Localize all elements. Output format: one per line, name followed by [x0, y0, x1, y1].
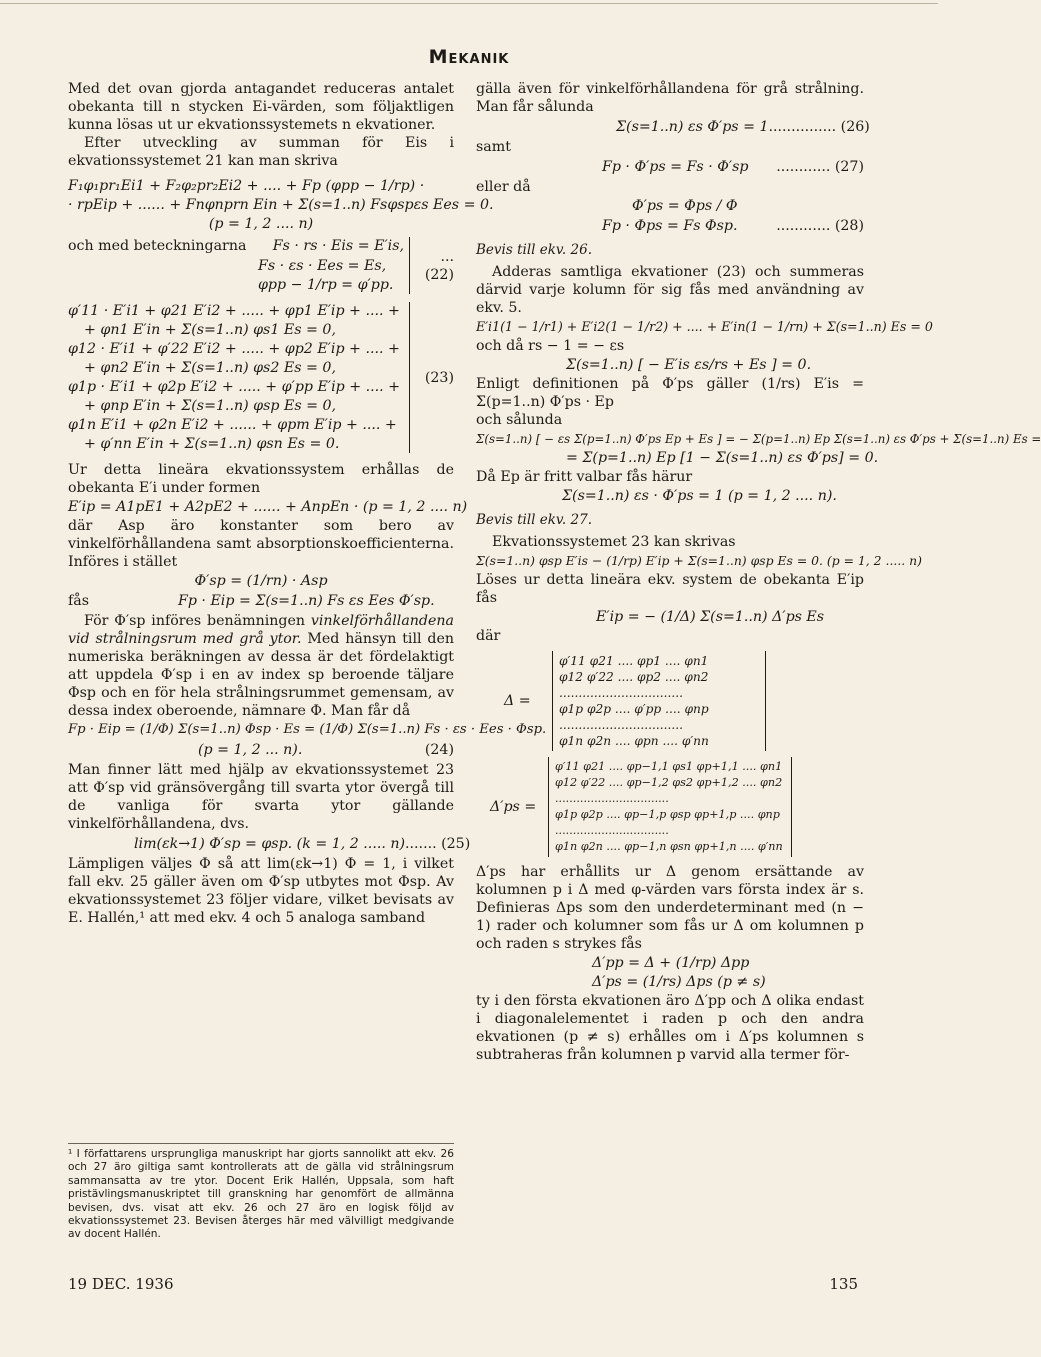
eq-d1: Σ(s=1..n) φsp E′is − (1/rp) E′ip + Σ(s=1..n) φsp Es = 0. (p = 1, 2 ..... n): [476, 553, 922, 568]
eq-23-number: (23): [409, 302, 454, 453]
det-delta-row: φ1n φ2n .... φpn .... φ′nn: [559, 734, 709, 748]
top-rule: [0, 0, 938, 4]
eq-22-line-3: φpp − 1/rp = φ′pp.: [258, 277, 394, 293]
eq-23-line-5: φ1p · E′i1 + φ2p E′i2 + ..... + φ′pp E′ip + .... +: [68, 379, 401, 395]
eq-c4: = Σ(p=1..n) Ep [1 − Σ(s=1..n) εs Φ′ps] = 0.: [566, 450, 879, 466]
eq-28: Fp · Φps = Fs Φsp.: [602, 218, 738, 234]
eq-b3: Fp · Eip = Σ(s=1..n) Fs εs Ees Φ′sp.: [178, 593, 435, 609]
eq-24a: Fp · Eip = (1/Φ) Σ(s=1..n) Φsp · Es = (1/Φ) Σ(s=1..n) Fs · εs · Ees · Φsp.: [68, 722, 547, 737]
eq-phi: Φ′ps = Φps / Φ: [632, 198, 738, 214]
right-para-4: Då Ep är fritt valbar fås härur: [476, 469, 693, 485]
eq-23-line-6: + φnp E′in + Σ(s=1..n) φsp Es = 0,: [84, 398, 337, 414]
eq-e1: Δ′pp = Δ + (1/rp) Δpp: [592, 955, 750, 971]
left-para-5b: vinkelförhållandena vid strålningsrum med grå ytor.: [68, 613, 454, 647]
right-para-6: Löses ur detta lineära ekv. system de obekanta E′ip fås: [476, 572, 864, 606]
det-delta-prime-label: Δ′ps =: [490, 799, 537, 815]
eq-a3: (p = 1, 2 .... n): [208, 216, 314, 232]
eq-25: lim(εk→1) Φ′sp = φsp. (k = 1, 2 ..... n): [134, 836, 406, 852]
eq-22-intro: och med beteckningarna: [68, 238, 247, 254]
det-delta-prime-row: ................................: [555, 792, 669, 805]
bevis-27-heading: Bevis till ekv. 27.: [476, 512, 592, 528]
eq-23-line-1: φ′11 · E′i1 + φ21 E′i2 + ..... + φp1 E′ip + .... +: [68, 303, 400, 319]
eq-c2-pre: och då rs − 1 = − εs: [476, 338, 625, 354]
det-delta-label: Δ =: [504, 693, 531, 709]
right-para-2: Adderas samtliga ekvationer (23) och summeras därvid varje kolumn för sig fås med användning av ekv. 5.: [476, 264, 864, 316]
right-para-1: gälla även för vinkelförhållandena för grå strålning. Man får sålunda: [476, 81, 864, 115]
det-delta-row: ................................: [559, 718, 683, 732]
left-para-5c: Med hänsyn till den numeriska beräkningen av dessa är det fördelaktigt att uppdela Φ′sp i en av index sp beroende täljare Φsp och en för hela strålningsrummet gemensam, av dessa index oberoende, nämnare Φ. Man får då: [68, 631, 454, 719]
left-para-3: Ur detta lineära ekvationssystem erhållas de obekanta E′i under formen: [68, 462, 454, 496]
eq-23-block: [68, 302, 454, 453]
eq-c5: Σ(s=1..n) εs · Φ′ps = 1 (p = 1, 2 .... n).: [562, 488, 837, 504]
right-para-5: Ekvationssystemet 23 kan skrivas: [492, 534, 736, 550]
det-delta-row: φ1p φ2p .... φ′pp .... φnp: [559, 702, 709, 716]
det-delta-prime-matrix: [548, 757, 792, 857]
footer-date: 19 DEC. 1936: [68, 1275, 174, 1293]
eq-22-line-1: Fs · rs · Eis = E′is,: [272, 238, 404, 254]
eq-26: Σ(s=1..n) εs Φ′ps = 1: [616, 119, 769, 135]
eq-a2: · rpEip + ...... + Fnφnprn Ein + Σ(s=1..n) Fsφspεs Ees = 0.: [68, 197, 494, 213]
right-para-3: Enligt definitionen på Φ′ps gäller (1/rs) E′is = Σ(p=1..n) Φ′ps · Ep: [476, 376, 864, 410]
left-para-6: Man finner lätt med hjälp av ekvationssystemet 23 att Φ′sp vid gränsövergång till svarta ytor övergå till de vanliga för svarta ytor gällande vinkelförhållandena, dvs.: [68, 762, 454, 832]
left-para-5a: För Φ′sp införes benämningen: [84, 613, 311, 629]
eq-c2: Σ(s=1..n) [ − E′is εs/rs + Es ] = 0.: [566, 357, 812, 373]
eq-25-number: ....... (25): [405, 836, 471, 852]
eq-26-number: ............... (26): [768, 119, 870, 135]
footer-page-number: 135: [829, 1275, 858, 1293]
eq-28-number: ............ (28): [776, 218, 864, 234]
eq-c1: E′i1(1 − 1/r1) + E′i2(1 − 1/r2) + .... + E′in(1 − 1/rn) + Σ(s=1..n) Es = 0: [476, 319, 933, 334]
eq-24b: (p = 1, 2 ... n).: [198, 742, 303, 758]
eq-c3: Σ(s=1..n) [ − εs Σ(p=1..n) Φ′ps Ep + Es ] = − Σ(p=1..n) Ep Σ(s=1..n) εs Φ′ps + Σ(s=1..n) Es =: [476, 432, 1041, 446]
eq-23-line-4: + φn2 E′in + Σ(s=1..n) φs2 Es = 0,: [84, 360, 336, 376]
right-para-7: Δ′ps har erhållits ur Δ genom ersättande av kolumnen p i Δ med φ-värden vars första index är s. Definieras Δps som den underdeterminant med (n − 1) rader och kolumner som fås ur Δ om kolumnen p och raden s strykes fås: [476, 864, 864, 952]
left-para-2: Efter utveckling av summan för Eis i ekvationssystemet 21 kan man skriva: [68, 135, 454, 169]
eq-b1: E′ip = A1pE1 + A2pE2 + ...... + AnpEn · (p = 1, 2 .... n): [68, 499, 468, 515]
det-delta-row: φ′11 φ21 .... φp1 .... φn1: [559, 654, 709, 668]
det-delta-prime-row: φ1n φ2n .... φp−1,n φsn φp+1,n .... φ′nn: [555, 840, 783, 853]
left-para-1: Med det ovan gjorda antagandet reduceras antalet obekanta till n stycken Ei-värden, som följaktligen kunna lösas ut ur ekvationssystemets n ekvationer.: [68, 81, 454, 133]
eq-22-line-2: Fs · εs · Ees = Es,: [258, 258, 387, 274]
det-delta-prime-row: ................................: [555, 824, 669, 837]
left-para-5: [68, 612, 454, 720]
bevis-26-heading: Bevis till ekv. 26.: [476, 242, 592, 258]
det-delta-matrix: [552, 651, 766, 751]
eq-23-line-2: + φn1 E′in + Σ(s=1..n) φs1 Es = 0,: [84, 322, 336, 338]
left-para-4: där Asp äro konstanter som bero av vinkelförhållandena samt absorptionskoefficienterna. Införes i stället: [68, 518, 454, 570]
eq-27-number: ............ (27): [776, 159, 864, 175]
dar-label: där: [476, 628, 501, 644]
och-salunda: och sålunda: [476, 412, 563, 428]
eq-23-line-8: + φ′nn E′in + Σ(s=1..n) φsn Es = 0.: [84, 436, 340, 452]
right-para-8: ty i den första ekvationen äro Δ′pp och Δ olika endast i diagonalelementet i raden p och den andra ekvationen (p ≠ s) erhålles om i Δ′ps kolumnen s subtraheras från kolumnen p varvid alla termer för-: [476, 993, 864, 1063]
page-header: Mekanik: [428, 46, 510, 68]
eq-23-line-3: φ12 · E′i1 + φ′22 E′i2 + ..... + φp2 E′ip + .... +: [68, 341, 400, 357]
det-delta-prime-row: φ1p φ2p .... φp−1,p φsp φp+1,p .... φnp: [555, 808, 780, 821]
eq-23-line-7: φ1n E′i1 + φ2n E′i2 + ...... + φpm E′ip + .... +: [68, 417, 397, 433]
eq-a1: F₁φ₁pr₁Ei1 + F₂φ₂pr₂Ei2 + .... + Fp (φpp − 1/rp) ·: [68, 178, 425, 194]
fas-label: fås: [68, 593, 89, 609]
eq-22-block: [68, 237, 454, 294]
eq-24-number: (24): [424, 742, 454, 758]
eq-d2: E′ip = − (1/Δ) Σ(s=1..n) Δ′ps Es: [596, 609, 825, 625]
det-delta-prime-row: φ12 φ′22 .... φp−1,2 φs2 φp+1,2 .... φn2: [555, 776, 783, 789]
det-delta-row: ................................: [559, 686, 683, 700]
det-delta: [476, 651, 864, 751]
det-delta-prime-row: φ′11 φ21 .... φp−1,1 φs1 φp+1,1 .... φn1: [555, 760, 783, 773]
eller-da-label: eller då: [476, 179, 531, 195]
left-para-7: Lämpligen väljes Φ så att lim(εk→1) Φ = 1, i vilket fall ekv. 25 gäller även om Φ′sp utbytes mot Φsp. Av ekvationssystemet 23 följer vidare, vilket bevisats av E. Hallén,¹ att med ekv. 4 och 5 analoga samband: [68, 856, 454, 926]
samt-label: samt: [476, 139, 511, 155]
det-delta-prime: [476, 757, 864, 857]
eq-e2: Δ′ps = (1/rs) Δps (p ≠ s): [592, 974, 766, 990]
eq-b2: Φ′sp = (1/rn) · Asp: [194, 573, 328, 589]
footnote: ¹ I författarens ursprungliga manuskript har gjorts sannolikt att ekv. 26 och 27 äro giltiga samt kontrollerats att de gälla vid strålningsrum sammansatta av tre ytor. Docent Erik Hallén, Uppsala, som haft pristävlingsmanuskriptet till granskning har genomfört de allmänna bevisen, dvs. visat att ekv. 26 och 27 äro en logisk följd av ekvationssystemet 23. Bevisen återges här med välvilligt medgivande av docent Hallén.: [68, 1143, 454, 1242]
right-column: [476, 80, 1041, 1064]
det-delta-row: φ12 φ′22 .... φp2 .... φn2: [559, 670, 709, 684]
eq-22-number: ... (22): [409, 237, 454, 294]
eq-27: Fp · Φ′ps = Fs · Φ′sp: [602, 159, 749, 175]
